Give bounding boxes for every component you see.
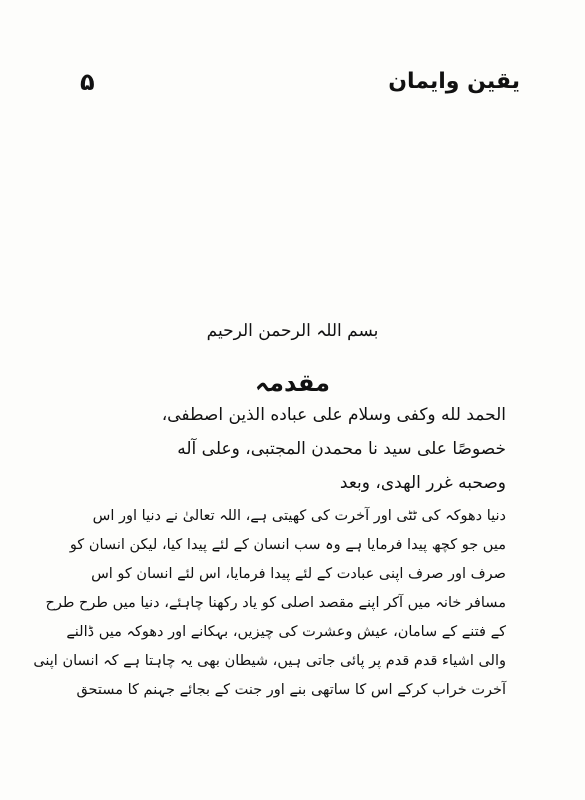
arabic-invocation xyxy=(96,398,506,500)
page-number: ۵ xyxy=(80,68,95,96)
body-paragraph xyxy=(33,502,506,705)
arabic-line: وصحبه غرر الهدى، وبعد xyxy=(339,473,506,493)
body-line: آخرت خراب کرکے اس کا ساتھی بنے اور جنت کے بجائے جہنم کا مستحق xyxy=(76,682,506,698)
body-line: والی اشیاء قدم قدم پر پائی جاتی ہیں، شیطان بھی یہ چاہتا ہے کہ انسان اپنی xyxy=(33,653,506,669)
arabic-line: الحمد لله وكفى وسلام على عباده الذين اصطفى، xyxy=(161,405,506,425)
body-line: مسافر خانہ میں آکر اپنے مقصد اصلی کو یاد رکھنا چاہئے، دنیا میں طرح طرح xyxy=(45,595,506,611)
arabic-line: خصوصًا على سيد نا محمدن المجتبى، وعلى آله xyxy=(177,439,506,459)
body-line: میں جو کچھ پیدا فرمایا ہے وہ سب انسان کے لئے پیدا کیا، لیکن انسان کو xyxy=(69,537,506,553)
body-line: کے فتنے کے سامان، عیش وعشرت کی چیزیں، بہکانے اور دھوکہ میں ڈالنے xyxy=(66,624,506,640)
running-book-title: یقین وایمان xyxy=(388,69,520,94)
bismillah-heading: بسم اللہ الرحمن الرحیم xyxy=(206,321,379,341)
section-title-muqaddimah: مقدمہ xyxy=(255,369,330,397)
body-line: صرف اور صرف اپنی عبادت کے لئے پیدا فرمایا، اس لئے انسان کو اس xyxy=(91,566,506,582)
body-line: دنیا دھوکہ کی ٹٹی اور آخرت کی کھیتی ہے، اللہ تعالیٰ نے دنیا اور اس xyxy=(92,508,506,524)
page-header xyxy=(80,62,520,106)
